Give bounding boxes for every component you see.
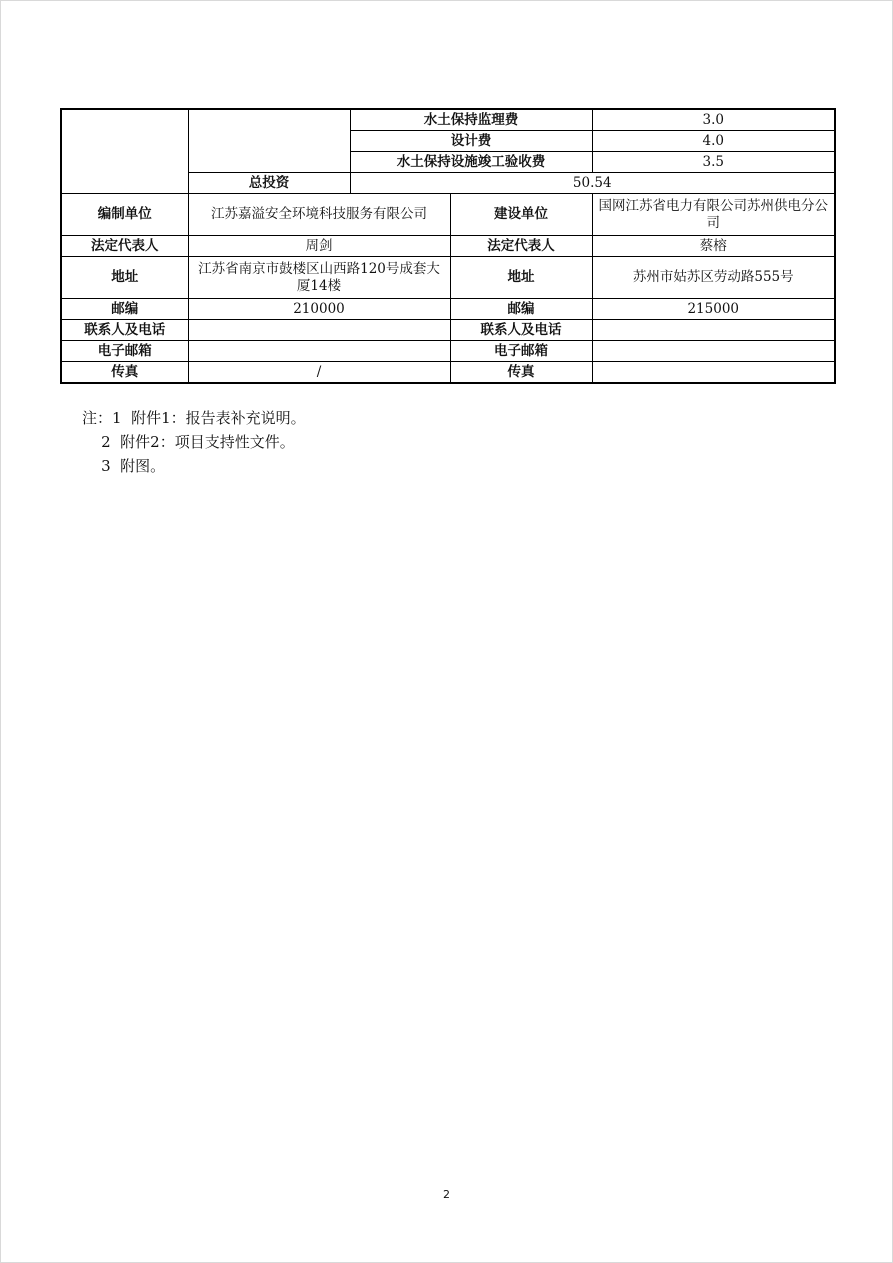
note-line: 3 附图。 (82, 457, 166, 475)
fee-label: 水土保持监理费 (350, 109, 592, 131)
fee-label: 设计费 (350, 131, 592, 152)
empty-cell (188, 109, 350, 173)
contact-label: 联系人及电话 (61, 320, 188, 341)
total-investment-label: 总投资 (188, 173, 350, 194)
address-value: 江苏省南京市鼓楼区山西路120号成套大厦14楼 (188, 257, 450, 299)
note-line: 注：1 附件1：报告表补充说明。 (82, 409, 306, 427)
contact-value (592, 320, 835, 341)
page-number: 2 (443, 1188, 450, 1201)
fee-label: 水土保持设施竣工验收费 (350, 152, 592, 173)
legal-rep-value: 蔡榕 (592, 236, 835, 257)
notes (82, 406, 306, 478)
fee-value: 3.0 (592, 109, 835, 131)
contact-value (188, 320, 450, 341)
compiling-unit-value: 江苏嘉溢安全环境科技服务有限公司 (188, 194, 450, 236)
compiling-unit-label: 编制单位 (61, 194, 188, 236)
fax-value (592, 362, 835, 384)
zip-label: 邮编 (61, 299, 188, 320)
legal-rep-value: 周剑 (188, 236, 450, 257)
fax-label: 传真 (450, 362, 592, 384)
contact-label: 联系人及电话 (450, 320, 592, 341)
investment-info-table (60, 108, 836, 384)
construction-unit-label: 建设单位 (450, 194, 592, 236)
email-value (188, 341, 450, 362)
fax-label: 传真 (61, 362, 188, 384)
legal-rep-label: 法定代表人 (61, 236, 188, 257)
address-value: 苏州市姑苏区劳动路555号 (592, 257, 835, 299)
empty-cell (61, 109, 188, 194)
fee-value: 3.5 (592, 152, 835, 173)
fax-value: / (188, 362, 450, 384)
email-value (592, 341, 835, 362)
email-label: 电子邮箱 (450, 341, 592, 362)
address-label: 地址 (61, 257, 188, 299)
zip-value: 210000 (188, 299, 450, 320)
zip-value: 215000 (592, 299, 835, 320)
total-investment-value: 50.54 (350, 173, 835, 194)
zip-label: 邮编 (450, 299, 592, 320)
construction-unit-value: 国网江苏省电力有限公司苏州供电分公司 (592, 194, 835, 236)
note-line: 2 附件2：项目支持性文件。 (82, 433, 295, 451)
legal-rep-label: 法定代表人 (450, 236, 592, 257)
fee-value: 4.0 (592, 131, 835, 152)
address-label: 地址 (450, 257, 592, 299)
email-label: 电子邮箱 (61, 341, 188, 362)
